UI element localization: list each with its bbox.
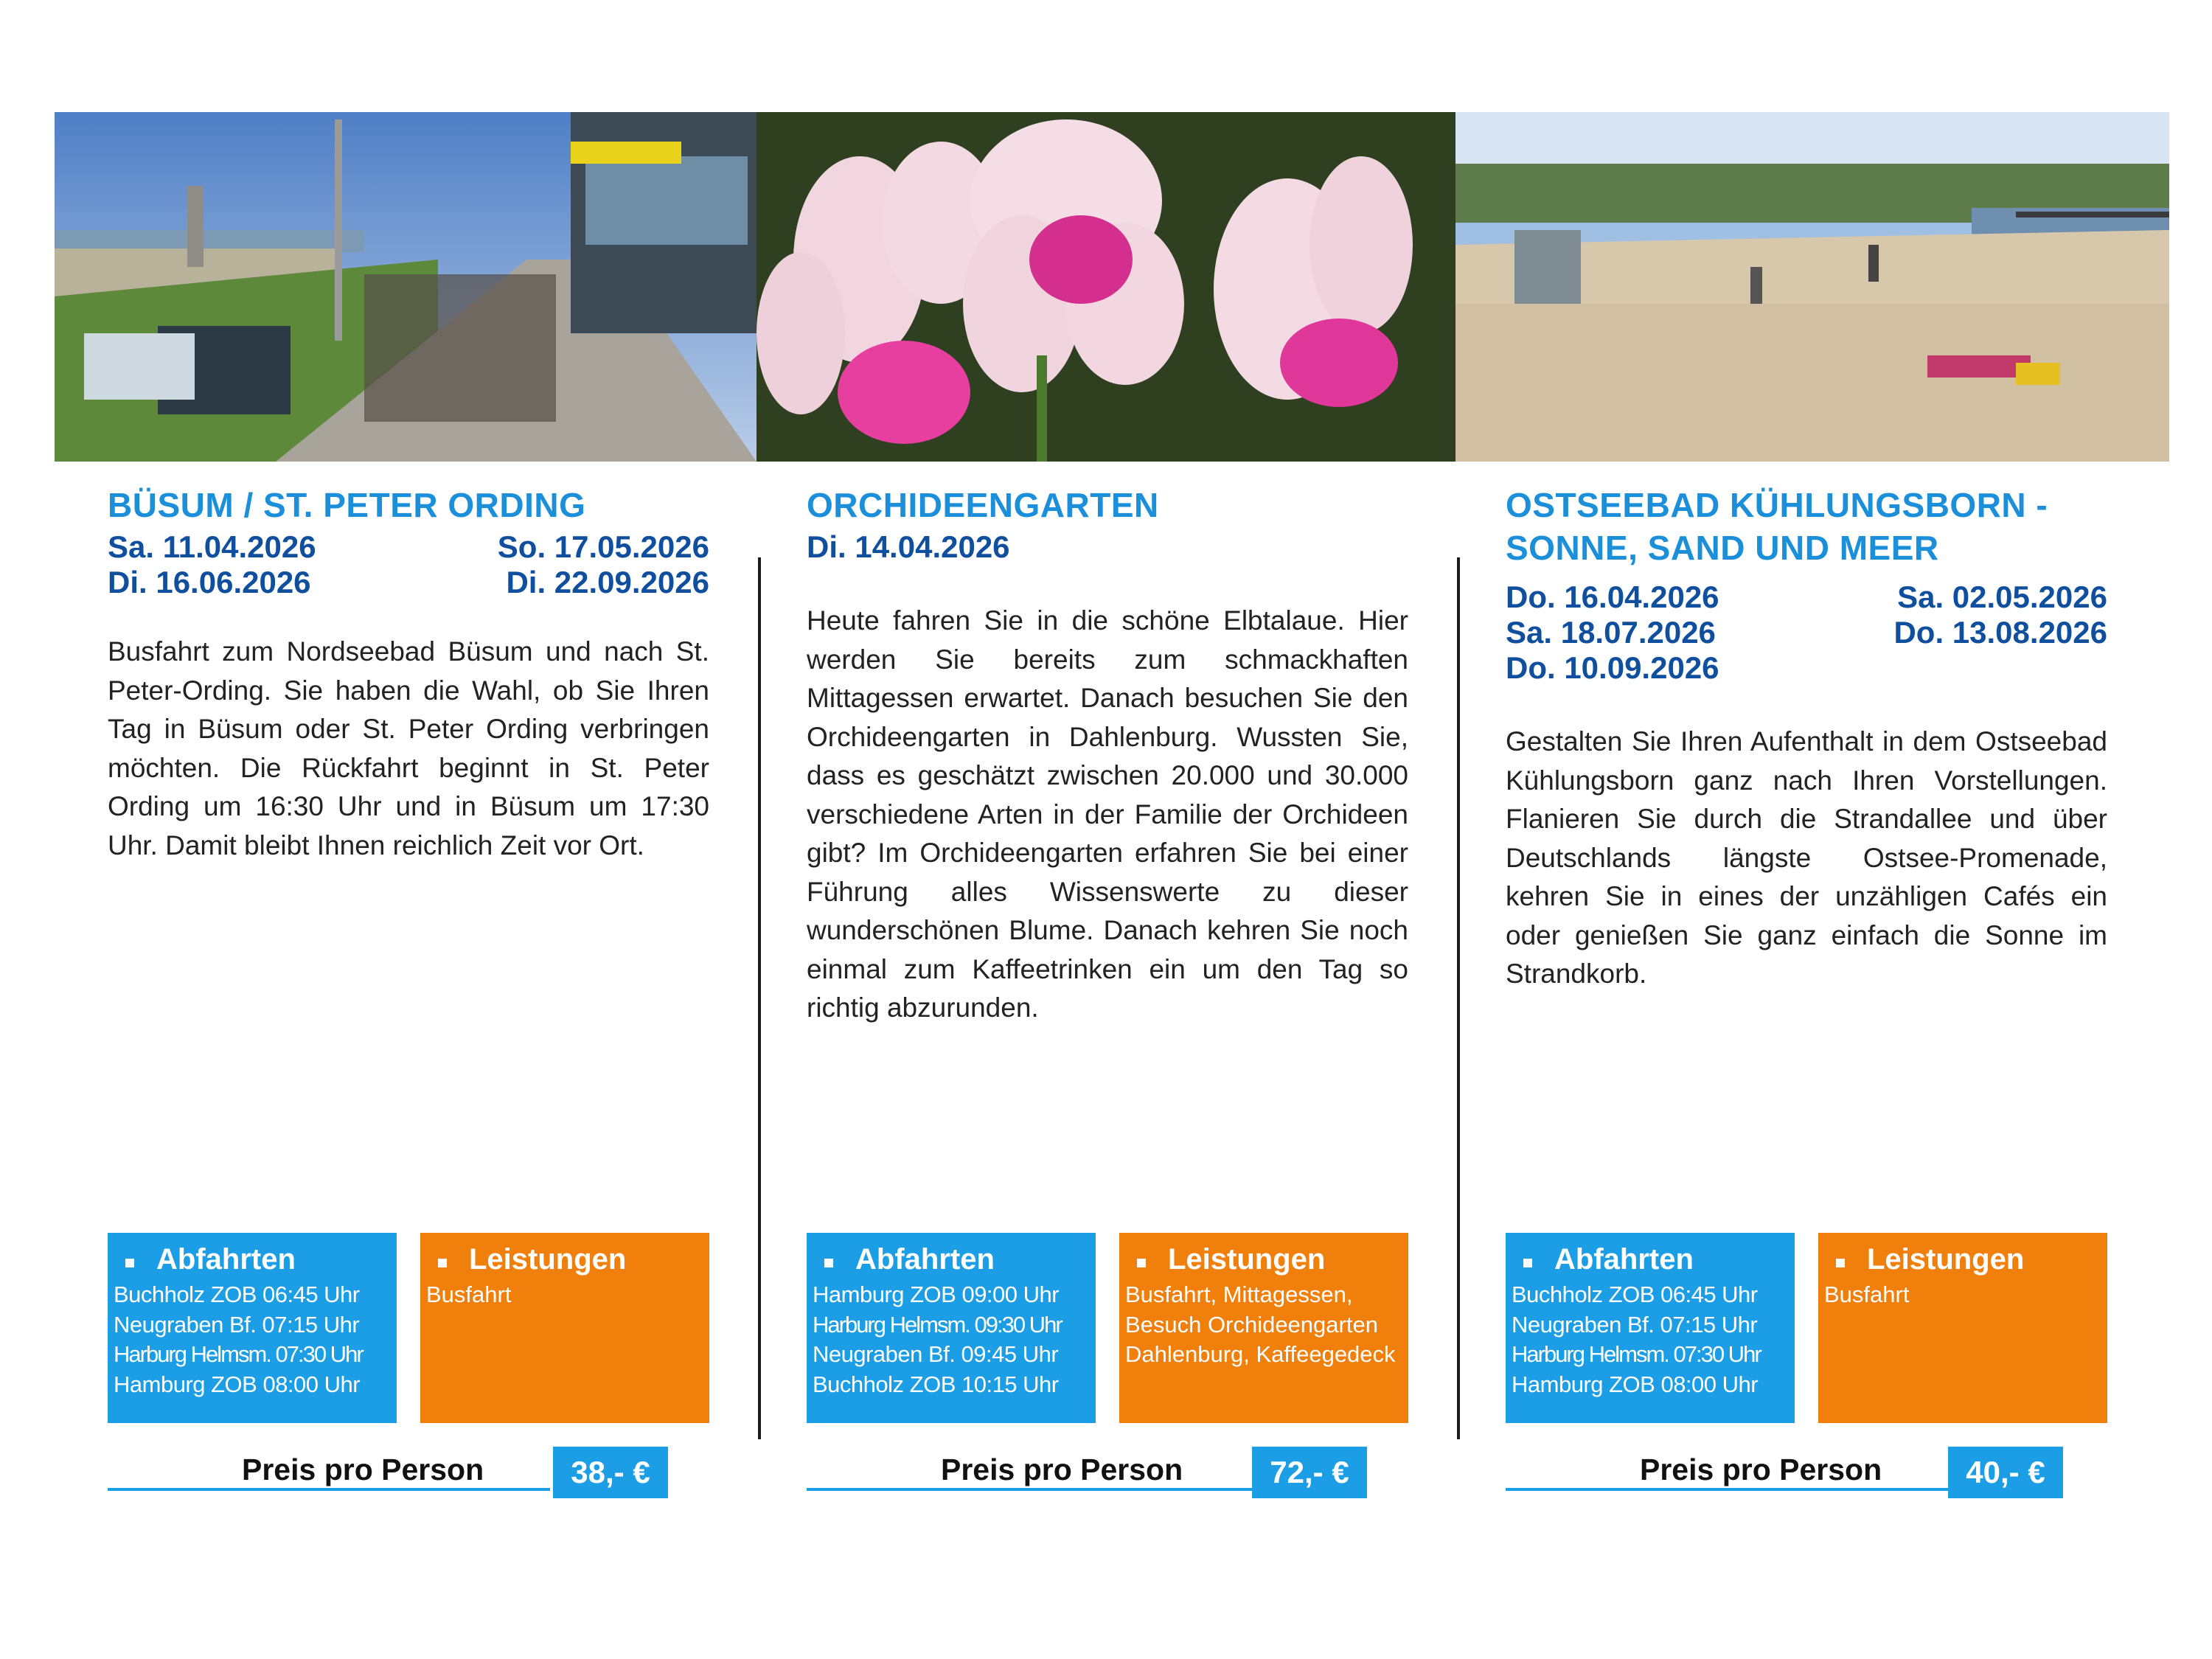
bullet-icon bbox=[438, 1259, 447, 1267]
tour-date: So. 17.05.2026 bbox=[497, 529, 709, 564]
bullet-icon bbox=[1836, 1259, 1845, 1267]
tour-date: Do. 16.04.2026 bbox=[1506, 580, 1719, 614]
bullet-icon bbox=[125, 1259, 134, 1267]
tour-dates bbox=[108, 529, 709, 600]
departures-box bbox=[1506, 1233, 1795, 1423]
tour-description: Busfahrt zum Nordseebad Büsum und nach St. Peter-Ording. Sie haben die Wahl, ob Sie Ihren Tag in Büsum oder St. Peter Ording verbringen möchten. Die Rückfahrt beginnt in St. Peter Ording um 16:30 Uhr und in Büsum um 17:30 Uhr. Damit bleibt Ihnen reichlich Zeit vor Ort. bbox=[108, 636, 709, 860]
photo-buesum-promenade bbox=[55, 112, 757, 462]
departure-line: Buchholz ZOB 06:45 Uhr bbox=[1512, 1281, 1758, 1307]
tour-date: Di. 22.09.2026 bbox=[506, 565, 709, 599]
services-box bbox=[1119, 1233, 1408, 1423]
info-boxes bbox=[108, 1233, 709, 1423]
departure-line: Hamburg ZOB 08:00 Uhr bbox=[114, 1371, 361, 1397]
price-label: Preis pro Person bbox=[941, 1453, 1183, 1486]
tour-buesum bbox=[108, 484, 709, 865]
departure-line: Neugraben Bf. 07:15 Uhr bbox=[114, 1311, 360, 1338]
departures-heading: Abfahrten bbox=[855, 1243, 995, 1276]
bullet-icon bbox=[1523, 1259, 1532, 1267]
tour-title: OSTSEEBAD KÜHLUNGSBORN - SONNE, SAND UND MEER bbox=[1506, 486, 2048, 567]
tour-description: Gestalten Sie Ihren Aufenthalt in dem Ostseebad Kühlungsborn ganz nach Ihren Vorstellungen. Flanieren Sie durch die Strandallee und über Deutschlands längste Ostsee-Promenade, kehren Sie in eines der unzähligen Cafés ein oder genießen Sie ganz einfach die Sonne im Strandkorb. bbox=[1506, 726, 2107, 989]
departure-line: Harburg Helmsm. 09:30 Uhr bbox=[813, 1311, 1062, 1338]
departures-box bbox=[807, 1233, 1096, 1423]
departure-line: Buchholz ZOB 10:15 Uhr bbox=[813, 1371, 1059, 1397]
bullet-icon bbox=[1137, 1259, 1146, 1267]
price-row bbox=[807, 1447, 1371, 1500]
bullet-icon bbox=[824, 1259, 833, 1267]
price-row bbox=[108, 1447, 668, 1500]
tour-kuehlungsborn bbox=[1506, 484, 2107, 994]
info-boxes bbox=[1506, 1233, 2107, 1423]
departures-heading: Abfahrten bbox=[1554, 1243, 1694, 1276]
price-tag: 40,- € bbox=[1948, 1447, 2063, 1498]
services-box bbox=[1818, 1233, 2107, 1423]
tour-orchideengarten bbox=[807, 484, 1408, 1028]
services-box bbox=[420, 1233, 709, 1423]
departure-line: Buchholz ZOB 06:45 Uhr bbox=[114, 1281, 360, 1307]
photo-orchid bbox=[757, 112, 1455, 462]
tour-date: Di. 14.04.2026 bbox=[807, 529, 1010, 564]
departure-line: Harburg Helmsm. 07:30 Uhr bbox=[114, 1341, 363, 1367]
price-row bbox=[1506, 1447, 2066, 1500]
services-text: Busfahrt, Mittagessen, Besuch Orchideengarten Dahlenburg, Kaffeegedeck bbox=[1125, 1281, 1396, 1367]
departure-line: Hamburg ZOB 08:00 Uhr bbox=[1512, 1371, 1759, 1397]
services-heading: Leistungen bbox=[1867, 1243, 2025, 1276]
tour-date: Di. 16.06.2026 bbox=[108, 565, 311, 599]
price-underline bbox=[807, 1488, 1255, 1491]
tour-title: BÜSUM / ST. PETER ORDING bbox=[108, 486, 586, 524]
departure-line: Neugraben Bf. 09:45 Uhr bbox=[813, 1341, 1059, 1367]
column-divider bbox=[758, 557, 761, 1439]
departure-line: Neugraben Bf. 07:15 Uhr bbox=[1512, 1311, 1758, 1338]
tour-title: ORCHIDEENGARTEN bbox=[807, 486, 1159, 524]
services-text: Busfahrt bbox=[1824, 1281, 1910, 1307]
info-boxes bbox=[807, 1233, 1408, 1423]
services-heading: Leistungen bbox=[1168, 1243, 1326, 1276]
price-label: Preis pro Person bbox=[242, 1453, 484, 1486]
column-divider bbox=[1457, 557, 1460, 1439]
departures-box bbox=[108, 1233, 397, 1423]
departures-heading: Abfahrten bbox=[156, 1243, 296, 1276]
services-heading: Leistungen bbox=[469, 1243, 627, 1276]
tour-date: Do. 10.09.2026 bbox=[1506, 650, 1719, 685]
price-tag: 72,- € bbox=[1252, 1447, 1367, 1498]
tour-date: Sa. 02.05.2026 bbox=[1897, 580, 2107, 614]
photo-strip bbox=[55, 112, 2169, 462]
tour-date: Do. 13.08.2026 bbox=[1893, 615, 2107, 650]
departure-line: Harburg Helmsm. 07:30 Uhr bbox=[1512, 1341, 1761, 1367]
tour-date: Sa. 18.07.2026 bbox=[1506, 615, 1716, 650]
tour-description: Heute fahren Sie in die schöne Elbtalaue. Hier werden Sie bereits zum schmackhaften Mittagessen erwartet. Danach besuchen Sie den Orchideengarten in Dahlenburg. Wussten Sie, dass es geschätzt zwischen 20.000 und 30.000 verschiedene Arten in der Familie der Orchideen gibt? Im Orchideengarten erfahren Sie bei einer Führung alles Wissenswerte zu dieser wunderschönen Blume. Danach kehren Sie noch einmal zum Kaffeetrinken ein um den Tag so richtig abzurunden. bbox=[807, 605, 1408, 1023]
price-underline bbox=[1506, 1488, 1951, 1491]
tour-dates bbox=[807, 529, 1408, 565]
price-tag: 38,- € bbox=[553, 1447, 668, 1498]
tour-dates bbox=[1506, 580, 2107, 686]
tour-date: Sa. 11.04.2026 bbox=[108, 529, 316, 564]
departure-line: Hamburg ZOB 09:00 Uhr bbox=[813, 1281, 1060, 1307]
price-underline bbox=[108, 1488, 550, 1491]
photo-kuehlungsborn-beach bbox=[1455, 112, 2169, 462]
price-label: Preis pro Person bbox=[1640, 1453, 1882, 1486]
services-text: Busfahrt bbox=[426, 1281, 512, 1307]
